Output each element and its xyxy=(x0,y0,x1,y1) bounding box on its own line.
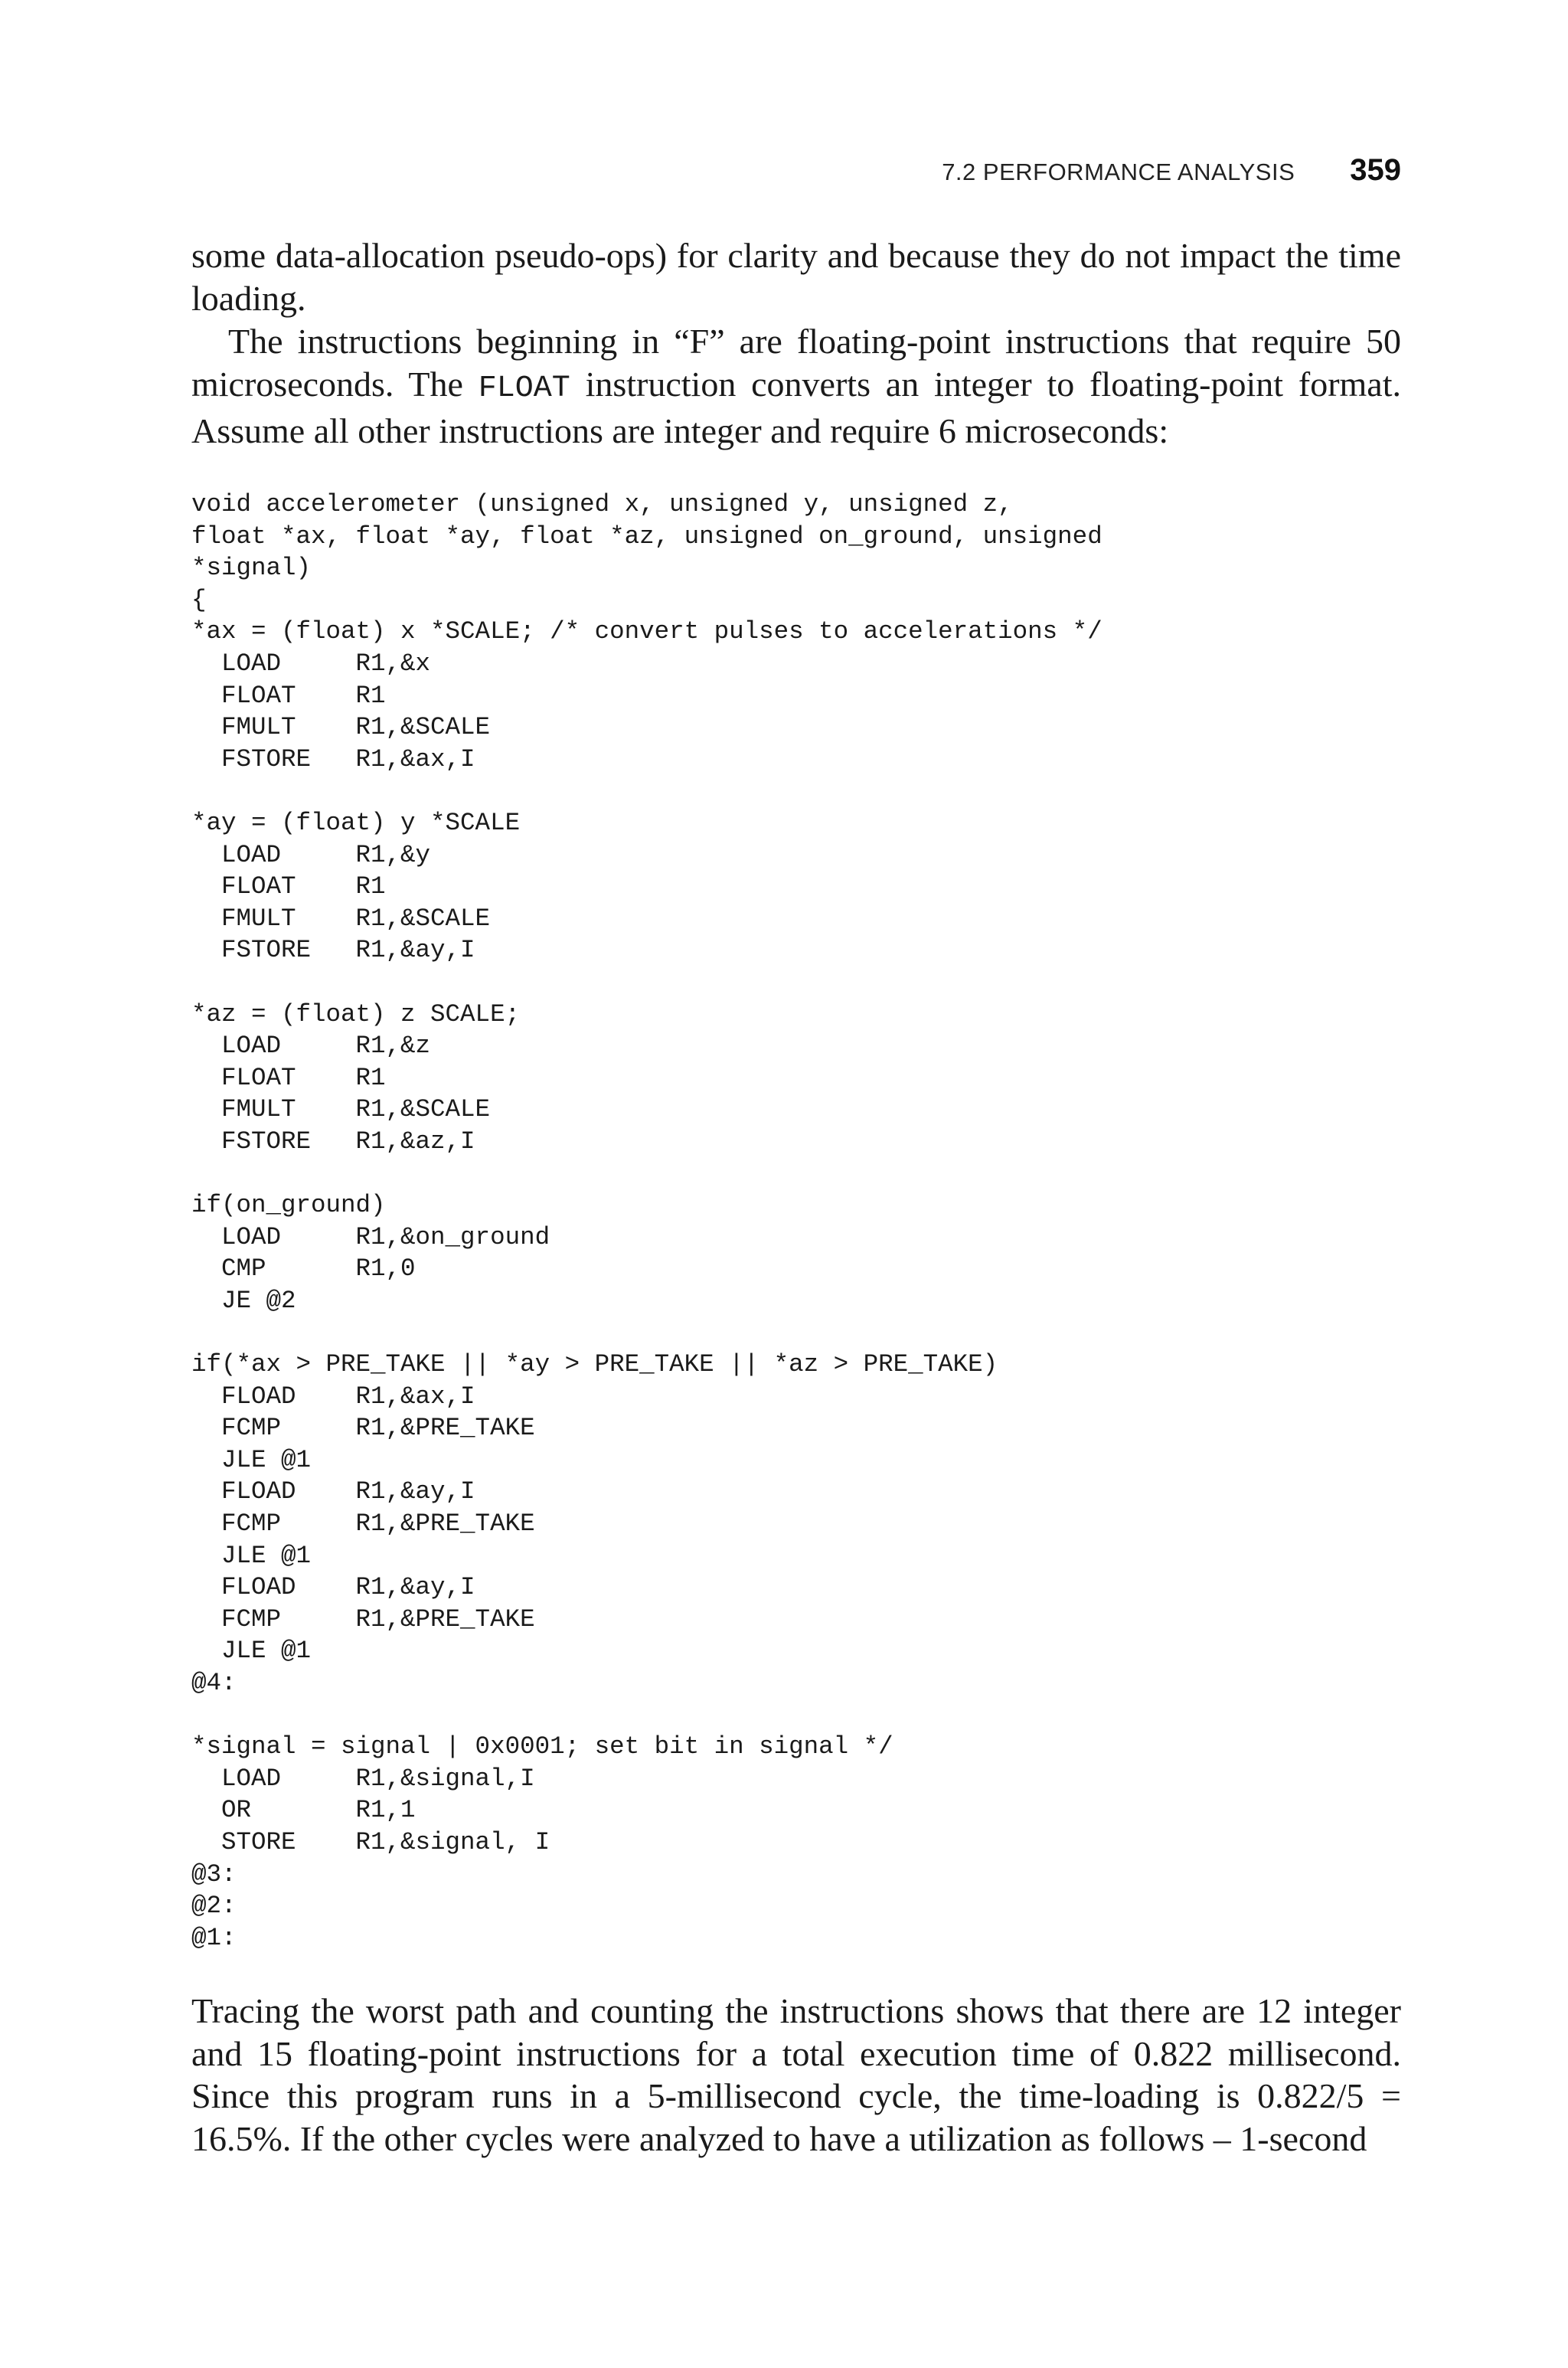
running-head xyxy=(942,153,1401,188)
code-line: FLOAD R1,&ay,I xyxy=(191,1573,475,1602)
code-line: STORE R1,&signal, I xyxy=(191,1827,550,1856)
code-line: FSTORE R1,&ay,I xyxy=(191,936,475,965)
code-line: FCMP R1,&PRE_TAKE xyxy=(191,1414,535,1443)
code-line: LOAD R1,&on_ground xyxy=(191,1222,550,1251)
code-line: @4: xyxy=(191,1668,237,1697)
code-line: FLOAT R1 xyxy=(191,872,386,901)
code-line: FLOAD R1,&ay,I xyxy=(191,1477,475,1506)
code-line: *az = (float) z SCALE; xyxy=(191,999,521,1029)
paragraph-intro: some data-allocation pseudo-ops) for clarity and because they do not impact the time loading. xyxy=(191,236,1401,318)
paragraph-instructions xyxy=(191,320,1401,453)
code-line: *ax = (float) x *SCALE; /* convert pulses to accelerations */ xyxy=(191,617,1102,646)
code-line: FCMP R1,&PRE_TAKE xyxy=(191,1604,535,1634)
code-line: @2: xyxy=(191,1892,237,1921)
code-line: FLOAT R1 xyxy=(191,681,386,710)
code-line xyxy=(191,1157,1102,1189)
code-line: FMULT R1,&SCALE xyxy=(191,713,491,742)
paragraph-instructions-text-2: instruction converts an integer to floating-point format. Assume all other instructions are integer and require 6 microseconds: xyxy=(191,364,1401,450)
code-line: FMULT R1,&SCALE xyxy=(191,904,491,933)
code-line: FSTORE R1,&ax,I xyxy=(191,744,475,774)
code-line xyxy=(191,966,1102,999)
code-line: LOAD R1,&x xyxy=(191,649,431,678)
paragraph-analysis: Tracing the worst path and counting the instructions shows that there are 12 integer and 15 floating-point instructions for a total execution time of 0.822 millisecond. Since this program runs in a 5-millisecond cycle, the time-loading is 0.822/5 = 16.5%. If the other cycles were analyzed to have a utilization as follows – 1-second xyxy=(191,1991,1401,2158)
code-line: JLE @1 xyxy=(191,1445,312,1474)
code-line: *signal = signal | 0x0001; set bit in signal */ xyxy=(191,1732,893,1761)
code-line: *signal) xyxy=(191,554,312,583)
code-line: LOAD R1,&y xyxy=(191,840,431,869)
code-line: CMP R1,0 xyxy=(191,1254,416,1284)
code-line: FMULT R1,&SCALE xyxy=(191,1095,491,1124)
code-line: *ay = (float) y *SCALE xyxy=(191,808,521,837)
page-number: 359 xyxy=(1350,153,1401,187)
code-line: JLE @1 xyxy=(191,1541,312,1570)
code-line: @1: xyxy=(191,1923,237,1952)
code-line: JLE @1 xyxy=(191,1637,312,1666)
paragraph-instructions-text-1: The instructions beginning in “F” are floating-point instructions that require 50 microseconds. The xyxy=(191,322,1401,404)
section-title: 7.2 PERFORMANCE ANALYSIS xyxy=(942,159,1295,185)
code-line: JE @2 xyxy=(191,1286,296,1315)
code-line xyxy=(191,1699,1102,1732)
code-line: FLOAT R1 xyxy=(191,1063,386,1092)
inline-code-float: FLOAT xyxy=(478,371,570,406)
code-line xyxy=(191,775,1102,807)
code-line: OR R1,1 xyxy=(191,1796,416,1825)
code-line xyxy=(191,1316,1102,1349)
code-line: if(*ax > PRE_TAKE || *ay > PRE_TAKE || *az > PRE_TAKE) xyxy=(191,1350,998,1379)
code-line: float *ax, float *ay, float *az, unsigned on_ground, unsigned xyxy=(191,522,1102,551)
code-line: @3: xyxy=(191,1859,237,1889)
code-line: if(on_ground) xyxy=(191,1191,386,1220)
code-line: FSTORE R1,&az,I xyxy=(191,1127,475,1156)
code-line: LOAD R1,&z xyxy=(191,1032,431,1061)
code-line: LOAD R1,&signal,I xyxy=(191,1764,535,1793)
code-line: FCMP R1,&PRE_TAKE xyxy=(191,1509,535,1538)
code-line: void accelerometer (unsigned x, unsigned y, unsigned z, xyxy=(191,490,1013,518)
code-line: FLOAD R1,&ax,I xyxy=(191,1382,475,1411)
code-line: { xyxy=(191,585,207,614)
code-listing xyxy=(191,489,1102,1954)
